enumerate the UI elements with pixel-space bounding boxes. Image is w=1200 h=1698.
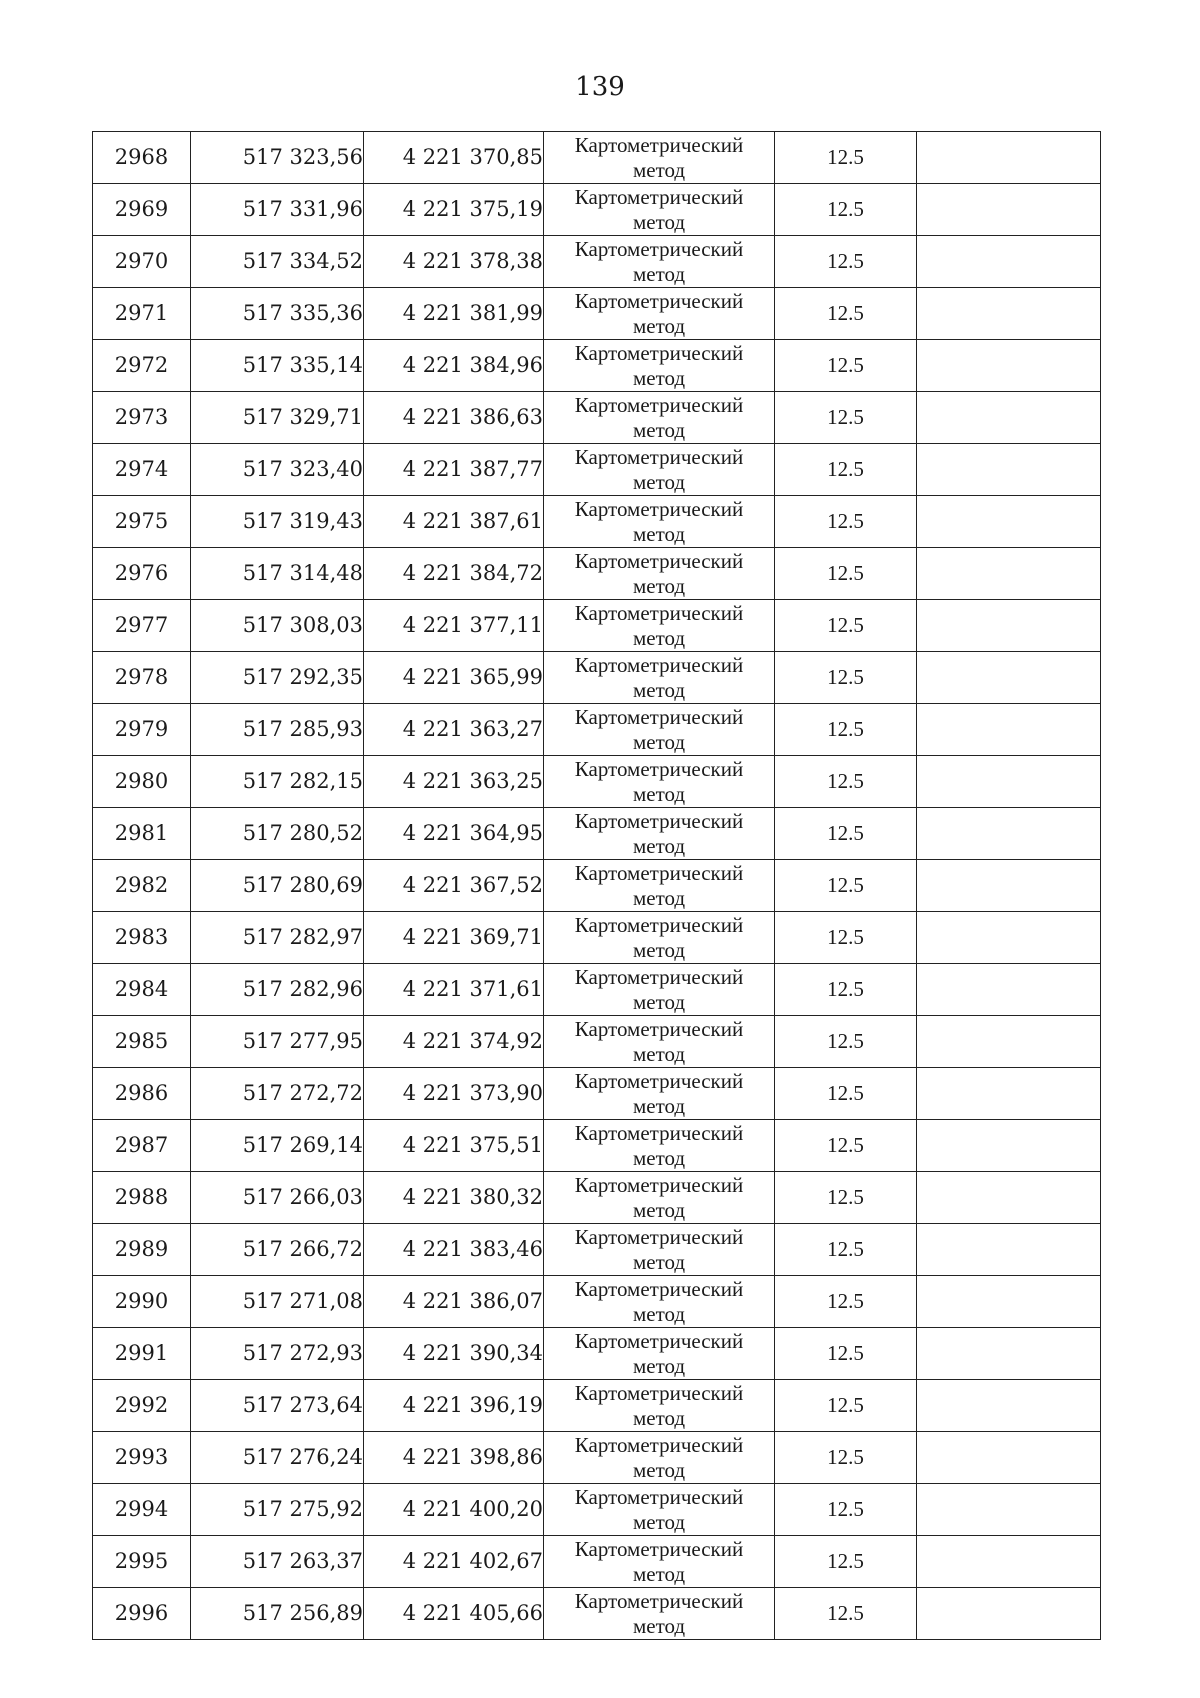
table-row: [93, 1120, 1101, 1172]
table-row: [93, 1484, 1101, 1536]
method-cell: [544, 860, 775, 912]
x-coordinate-cell: 517 266,72: [191, 1224, 364, 1276]
note-cell: [917, 860, 1101, 912]
note-cell: [917, 184, 1101, 236]
x-coordinate-cell: 517 277,95: [191, 1016, 364, 1068]
accuracy-cell: 12.5: [775, 1588, 917, 1640]
table-row: [93, 340, 1101, 392]
note-cell: [917, 1484, 1101, 1536]
method-cell: [544, 1380, 775, 1432]
x-coordinate-cell: 517 266,03: [191, 1172, 364, 1224]
note-cell: [917, 704, 1101, 756]
y-coordinate-cell: 4 221 380,32: [364, 1172, 544, 1224]
method-line-1: Картометрический: [574, 548, 744, 573]
accuracy-cell: 12.5: [775, 496, 917, 548]
y-coordinate-cell: 4 221 390,34: [364, 1328, 544, 1380]
method-line-1: Картометрический: [574, 1016, 744, 1041]
method-line-1: Картометрический: [574, 1068, 744, 1093]
method-cell: [544, 1588, 775, 1640]
point-number-cell: 2972: [93, 340, 191, 392]
method-cell: [544, 1172, 775, 1224]
note-cell: [917, 1120, 1101, 1172]
method-cell: [544, 392, 775, 444]
x-coordinate-cell: 517 271,08: [191, 1276, 364, 1328]
x-coordinate-cell: 517 263,37: [191, 1536, 364, 1588]
method-line-1: Картометрический: [574, 808, 744, 833]
note-cell: [917, 652, 1101, 704]
point-number-cell: 2986: [93, 1068, 191, 1120]
table-row: [93, 1016, 1101, 1068]
x-coordinate-cell: 517 329,71: [191, 392, 364, 444]
method-line-1: Картометрический: [574, 132, 744, 157]
y-coordinate-cell: 4 221 387,77: [364, 444, 544, 496]
accuracy-cell: 12.5: [775, 1276, 917, 1328]
method-line-2: метод: [632, 261, 686, 286]
accuracy-cell: 12.5: [775, 756, 917, 808]
y-coordinate-cell: 4 221 363,27: [364, 704, 544, 756]
point-number-cell: 2981: [93, 808, 191, 860]
note-cell: [917, 132, 1101, 184]
method-line-2: метод: [632, 417, 686, 442]
y-coordinate-cell: 4 221 383,46: [364, 1224, 544, 1276]
table-row: [93, 392, 1101, 444]
method-cell: [544, 808, 775, 860]
note-cell: [917, 756, 1101, 808]
method-cell: [544, 600, 775, 652]
method-line-2: метод: [632, 833, 686, 858]
point-number-cell: 2977: [93, 600, 191, 652]
accuracy-cell: 12.5: [775, 392, 917, 444]
accuracy-cell: 12.5: [775, 600, 917, 652]
accuracy-cell: 12.5: [775, 860, 917, 912]
table-row: [93, 548, 1101, 600]
method-cell: [544, 1276, 775, 1328]
method-line-2: метод: [632, 365, 686, 390]
accuracy-cell: 12.5: [775, 1120, 917, 1172]
page-number: 139: [575, 72, 625, 102]
x-coordinate-cell: 517 282,15: [191, 756, 364, 808]
method-line-2: метод: [632, 1145, 686, 1170]
note-cell: [917, 964, 1101, 1016]
method-line-1: Картометрический: [574, 1432, 744, 1457]
method-cell: [544, 1068, 775, 1120]
y-coordinate-cell: 4 221 378,38: [364, 236, 544, 288]
accuracy-cell: 12.5: [775, 444, 917, 496]
note-cell: [917, 392, 1101, 444]
method-line-1: Картометрический: [574, 1328, 744, 1353]
method-line-2: метод: [632, 1561, 686, 1586]
point-number-cell: 2994: [93, 1484, 191, 1536]
y-coordinate-cell: 4 221 375,19: [364, 184, 544, 236]
method-line-1: Картометрический: [574, 340, 744, 365]
x-coordinate-cell: 517 272,72: [191, 1068, 364, 1120]
y-coordinate-cell: 4 221 384,96: [364, 340, 544, 392]
method-line-1: Картометрический: [574, 964, 744, 989]
note-cell: [917, 496, 1101, 548]
table-row: [93, 288, 1101, 340]
accuracy-cell: 12.5: [775, 1536, 917, 1588]
x-coordinate-cell: 517 308,03: [191, 600, 364, 652]
accuracy-cell: 12.5: [775, 1432, 917, 1484]
method-cell: [544, 652, 775, 704]
method-cell: [544, 1016, 775, 1068]
method-line-2: метод: [632, 1041, 686, 1066]
note-cell: [917, 1016, 1101, 1068]
method-line-1: Картометрический: [574, 860, 744, 885]
accuracy-cell: 12.5: [775, 236, 917, 288]
y-coordinate-cell: 4 221 369,71: [364, 912, 544, 964]
method-line-1: Картометрический: [574, 1536, 744, 1561]
method-line-2: метод: [632, 157, 686, 182]
point-number-cell: 2993: [93, 1432, 191, 1484]
point-number-cell: 2992: [93, 1380, 191, 1432]
table-row: [93, 1276, 1101, 1328]
note-cell: [917, 1588, 1101, 1640]
x-coordinate-cell: 517 334,52: [191, 236, 364, 288]
method-cell: [544, 1328, 775, 1380]
accuracy-cell: 12.5: [775, 964, 917, 1016]
x-coordinate-cell: 517 280,52: [191, 808, 364, 860]
table-row: [93, 1432, 1101, 1484]
y-coordinate-cell: 4 221 400,20: [364, 1484, 544, 1536]
method-line-2: метод: [632, 1353, 686, 1378]
method-line-1: Картометрический: [574, 236, 744, 261]
y-coordinate-cell: 4 221 371,61: [364, 964, 544, 1016]
method-line-1: Картометрический: [574, 756, 744, 781]
method-cell: [544, 704, 775, 756]
method-cell: [544, 1432, 775, 1484]
method-line-2: метод: [632, 625, 686, 650]
note-cell: [917, 444, 1101, 496]
y-coordinate-cell: 4 221 402,67: [364, 1536, 544, 1588]
accuracy-cell: 12.5: [775, 1016, 917, 1068]
method-cell: [544, 496, 775, 548]
method-cell: [544, 1224, 775, 1276]
y-coordinate-cell: 4 221 396,19: [364, 1380, 544, 1432]
method-line-1: Картометрический: [574, 600, 744, 625]
method-line-1: Картометрический: [574, 1276, 744, 1301]
method-cell: [544, 548, 775, 600]
table-row: [93, 1536, 1101, 1588]
note-cell: [917, 236, 1101, 288]
note-cell: [917, 340, 1101, 392]
method-cell: [544, 1120, 775, 1172]
table-row: [93, 704, 1101, 756]
accuracy-cell: 12.5: [775, 184, 917, 236]
accuracy-cell: 12.5: [775, 548, 917, 600]
method-line-2: метод: [632, 313, 686, 338]
y-coordinate-cell: 4 221 374,92: [364, 1016, 544, 1068]
x-coordinate-cell: 517 335,36: [191, 288, 364, 340]
method-line-1: Картометрический: [574, 912, 744, 937]
x-coordinate-cell: 517 314,48: [191, 548, 364, 600]
method-line-2: метод: [632, 989, 686, 1014]
y-coordinate-cell: 4 221 363,25: [364, 756, 544, 808]
x-coordinate-cell: 517 323,40: [191, 444, 364, 496]
method-cell: [544, 236, 775, 288]
method-line-1: Картометрический: [574, 392, 744, 417]
y-coordinate-cell: 4 221 384,72: [364, 548, 544, 600]
method-line-2: метод: [632, 1197, 686, 1222]
point-number-cell: 2980: [93, 756, 191, 808]
method-line-2: метод: [632, 209, 686, 234]
y-coordinate-cell: 4 221 367,52: [364, 860, 544, 912]
y-coordinate-cell: 4 221 405,66: [364, 1588, 544, 1640]
x-coordinate-cell: 517 282,96: [191, 964, 364, 1016]
accuracy-cell: 12.5: [775, 652, 917, 704]
point-number-cell: 2970: [93, 236, 191, 288]
note-cell: [917, 1380, 1101, 1432]
method-line-1: Картометрический: [574, 1172, 744, 1197]
note-cell: [917, 600, 1101, 652]
point-number-cell: 2995: [93, 1536, 191, 1588]
method-line-1: Картометрический: [574, 652, 744, 677]
x-coordinate-cell: 517 323,56: [191, 132, 364, 184]
x-coordinate-cell: 517 275,92: [191, 1484, 364, 1536]
y-coordinate-cell: 4 221 377,11: [364, 600, 544, 652]
method-line-1: Картометрический: [574, 1120, 744, 1145]
accuracy-cell: 12.5: [775, 340, 917, 392]
x-coordinate-cell: 517 256,89: [191, 1588, 364, 1640]
method-line-2: метод: [632, 937, 686, 962]
point-number-cell: 2975: [93, 496, 191, 548]
accuracy-cell: 12.5: [775, 132, 917, 184]
table-row: [93, 756, 1101, 808]
method-line-1: Картометрический: [574, 1380, 744, 1405]
point-number-cell: 2982: [93, 860, 191, 912]
method-line-2: метод: [632, 1405, 686, 1430]
x-coordinate-cell: 517 292,35: [191, 652, 364, 704]
method-cell: [544, 1536, 775, 1588]
table-row: [93, 808, 1101, 860]
table-row: [93, 912, 1101, 964]
accuracy-cell: 12.5: [775, 704, 917, 756]
accuracy-cell: 12.5: [775, 1484, 917, 1536]
method-line-2: метод: [632, 521, 686, 546]
method-line-2: метод: [632, 781, 686, 806]
note-cell: [917, 912, 1101, 964]
y-coordinate-cell: 4 221 386,07: [364, 1276, 544, 1328]
table-row: [93, 600, 1101, 652]
method-line-2: метод: [632, 885, 686, 910]
method-cell: [544, 184, 775, 236]
note-cell: [917, 1432, 1101, 1484]
y-coordinate-cell: 4 221 386,63: [364, 392, 544, 444]
x-coordinate-cell: 517 282,97: [191, 912, 364, 964]
method-line-2: метод: [632, 677, 686, 702]
table-row: [93, 1588, 1101, 1640]
y-coordinate-cell: 4 221 364,95: [364, 808, 544, 860]
table-row: [93, 1224, 1101, 1276]
note-cell: [917, 808, 1101, 860]
table-row: [93, 1172, 1101, 1224]
point-number-cell: 2984: [93, 964, 191, 1016]
point-number-cell: 2983: [93, 912, 191, 964]
method-line-2: метод: [632, 469, 686, 494]
point-number-cell: 2989: [93, 1224, 191, 1276]
table-row: [93, 652, 1101, 704]
method-line-1: Картометрический: [574, 704, 744, 729]
method-cell: [544, 132, 775, 184]
table-row: [93, 496, 1101, 548]
point-number-cell: 2968: [93, 132, 191, 184]
x-coordinate-cell: 517 273,64: [191, 1380, 364, 1432]
method-cell: [544, 288, 775, 340]
y-coordinate-cell: 4 221 387,61: [364, 496, 544, 548]
coordinates-table: [92, 131, 1101, 1640]
method-line-1: Картометрический: [574, 1484, 744, 1509]
table-row: [93, 184, 1101, 236]
table-row: [93, 1380, 1101, 1432]
table-row: [93, 860, 1101, 912]
method-line-1: Картометрический: [574, 444, 744, 469]
point-number-cell: 2978: [93, 652, 191, 704]
table-row: [93, 1068, 1101, 1120]
point-number-cell: 2996: [93, 1588, 191, 1640]
note-cell: [917, 1328, 1101, 1380]
y-coordinate-cell: 4 221 365,99: [364, 652, 544, 704]
method-line-2: метод: [632, 1301, 686, 1326]
point-number-cell: 2969: [93, 184, 191, 236]
point-number-cell: 2988: [93, 1172, 191, 1224]
method-line-2: метод: [632, 573, 686, 598]
y-coordinate-cell: 4 221 370,85: [364, 132, 544, 184]
table-row: [93, 444, 1101, 496]
x-coordinate-cell: 517 331,96: [191, 184, 364, 236]
x-coordinate-cell: 517 285,93: [191, 704, 364, 756]
method-line-1: Картометрический: [574, 1224, 744, 1249]
table-body: [93, 132, 1101, 1640]
y-coordinate-cell: 4 221 381,99: [364, 288, 544, 340]
point-number-cell: 2979: [93, 704, 191, 756]
x-coordinate-cell: 517 276,24: [191, 1432, 364, 1484]
note-cell: [917, 1224, 1101, 1276]
point-number-cell: 2973: [93, 392, 191, 444]
accuracy-cell: 12.5: [775, 1380, 917, 1432]
method-line-2: метод: [632, 729, 686, 754]
point-number-cell: 2976: [93, 548, 191, 600]
point-number-cell: 2991: [93, 1328, 191, 1380]
table-row: [93, 964, 1101, 1016]
point-number-cell: 2985: [93, 1016, 191, 1068]
method-cell: [544, 340, 775, 392]
method-cell: [544, 964, 775, 1016]
table-row: [93, 132, 1101, 184]
point-number-cell: 2990: [93, 1276, 191, 1328]
table-row: [93, 236, 1101, 288]
x-coordinate-cell: 517 269,14: [191, 1120, 364, 1172]
method-line-1: Картометрический: [574, 184, 744, 209]
accuracy-cell: 12.5: [775, 1224, 917, 1276]
note-cell: [917, 1068, 1101, 1120]
y-coordinate-cell: 4 221 373,90: [364, 1068, 544, 1120]
point-number-cell: 2987: [93, 1120, 191, 1172]
x-coordinate-cell: 517 280,69: [191, 860, 364, 912]
method-cell: [544, 1484, 775, 1536]
accuracy-cell: 12.5: [775, 912, 917, 964]
note-cell: [917, 1172, 1101, 1224]
method-cell: [544, 756, 775, 808]
point-number-cell: 2971: [93, 288, 191, 340]
table-row: [93, 1328, 1101, 1380]
note-cell: [917, 1276, 1101, 1328]
x-coordinate-cell: 517 335,14: [191, 340, 364, 392]
accuracy-cell: 12.5: [775, 288, 917, 340]
method-line-2: метод: [632, 1613, 686, 1638]
note-cell: [917, 548, 1101, 600]
method-line-1: Картометрический: [574, 288, 744, 313]
note-cell: [917, 288, 1101, 340]
y-coordinate-cell: 4 221 375,51: [364, 1120, 544, 1172]
accuracy-cell: 12.5: [775, 808, 917, 860]
method-line-2: метод: [632, 1093, 686, 1118]
y-coordinate-cell: 4 221 398,86: [364, 1432, 544, 1484]
method-cell: [544, 912, 775, 964]
method-line-1: Картометрический: [574, 1588, 744, 1613]
accuracy-cell: 12.5: [775, 1068, 917, 1120]
note-cell: [917, 1536, 1101, 1588]
point-number-cell: 2974: [93, 444, 191, 496]
method-line-2: метод: [632, 1249, 686, 1274]
method-cell: [544, 444, 775, 496]
accuracy-cell: 12.5: [775, 1172, 917, 1224]
method-line-2: метод: [632, 1457, 686, 1482]
x-coordinate-cell: 517 319,43: [191, 496, 364, 548]
x-coordinate-cell: 517 272,93: [191, 1328, 364, 1380]
method-line-2: метод: [632, 1509, 686, 1534]
method-line-1: Картометрический: [574, 496, 744, 521]
accuracy-cell: 12.5: [775, 1328, 917, 1380]
